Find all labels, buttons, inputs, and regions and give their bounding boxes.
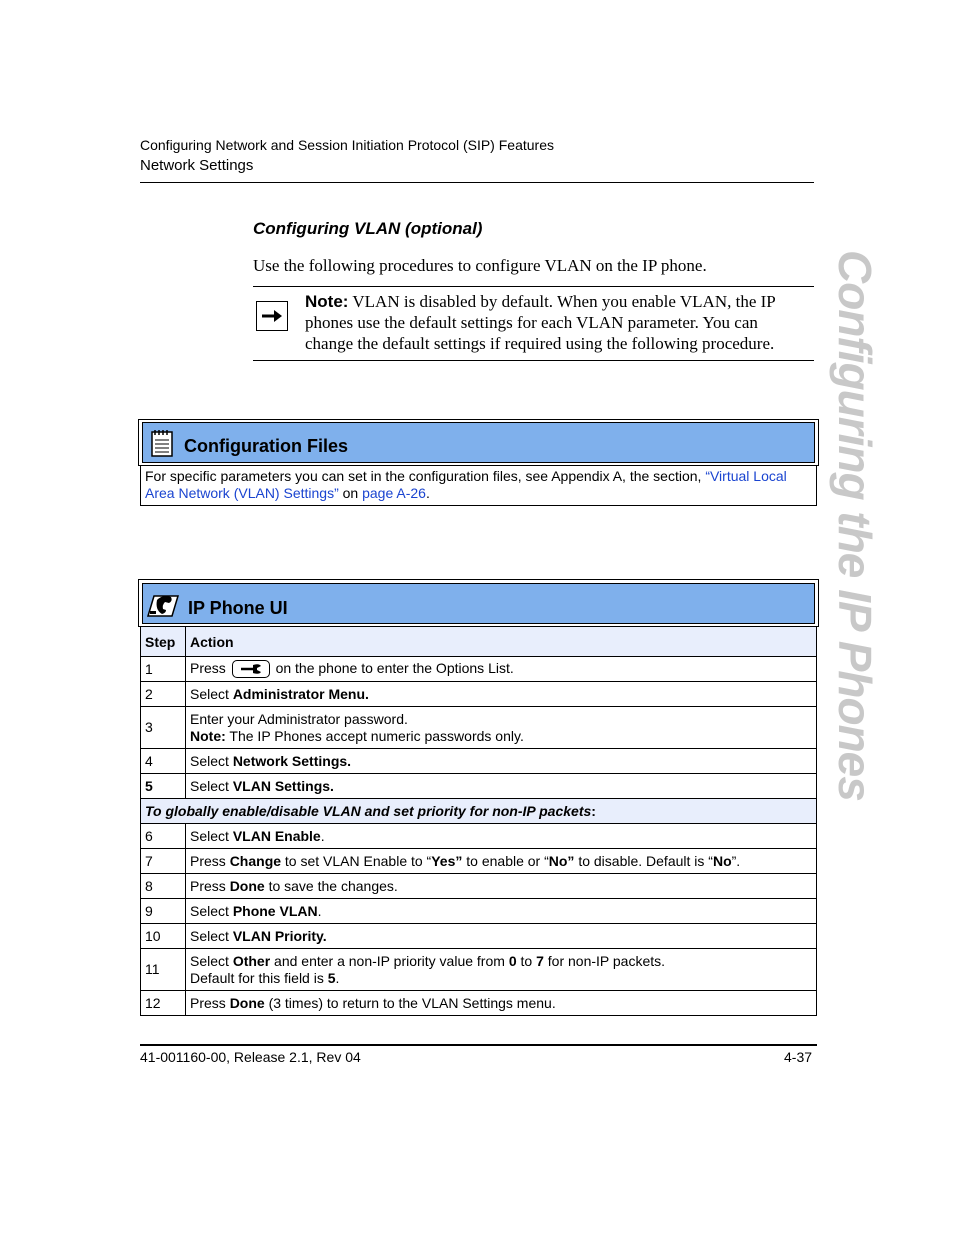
step-number: 4 [141,749,186,774]
step-number: 5 [141,774,186,799]
footer-doc-id: 41-001160-00, Release 2.1, Rev 04 [140,1049,361,1065]
intro-paragraph: Use the following procedures to configure VLAN on the IP phone. [253,256,707,275]
subheading: To globally enable/disable VLAN and set priority for non-IP packets: [141,799,817,824]
config-files-text-end: . [425,485,430,501]
table-row [141,824,817,849]
step-number: 11 [141,949,186,991]
ip-phone-ui-header [142,583,815,624]
table-header-row [141,627,817,657]
step-number: 6 [141,824,186,849]
config-files-header [142,422,815,463]
side-tab-label: Configuring the IP Phones [829,250,881,801]
col-action-header: Action [186,627,817,657]
steps-table [140,626,817,1016]
running-header-section: Network Settings [140,157,254,174]
step-action: Press on the phone to enter the Options List. [186,657,817,682]
config-files-text: For specific parameters you can set in the configuration files, see Appendix A, the section, [145,468,706,484]
step-action: Press Done to save the changes. [186,874,817,899]
step-number: 8 [141,874,186,899]
table-row [141,874,817,899]
step-action: Select Phone VLAN. [186,899,817,924]
table-row [141,924,817,949]
options-key-icon [232,660,270,678]
step-action: Press Change to set VLAN Enable to “Yes” to enable or “No” to disable. Default is “No”. [186,849,817,874]
step-action: Select VLAN Priority. [186,924,817,949]
step-number: 2 [141,682,186,707]
table-row [141,657,817,682]
step-action: Select VLAN Settings. [186,774,817,799]
note-rule-top [253,286,814,287]
step-number: 3 [141,707,186,749]
table-row [141,849,817,874]
header-rule [140,182,814,183]
step-action: Select Administrator Menu. [186,682,817,707]
table-row [141,707,817,749]
section-title: Configuring VLAN (optional) [253,219,483,238]
arrow-right-icon [256,301,288,331]
vlan-settings-link[interactable]: “Virtual Local Area Network (VLAN) Settings” [145,468,787,501]
table-row [141,682,817,707]
config-files-text-mid: on [338,485,363,501]
step-action: Select Other and enter a non-IP priority value from 0 to 7 for non-IP packets. Default for this field is 5. [186,949,817,991]
step-action: Press Done (3 times) to return to the VLAN Settings menu. [186,991,817,1016]
table-subheading-row [141,799,817,824]
page-ref-link[interactable]: page A-26 [362,485,426,501]
table-row [141,991,817,1016]
note-label: Note: [305,292,349,311]
step-action: Select VLAN Enable. [186,824,817,849]
step-number: 9 [141,899,186,924]
footer-page-number: 4-37 [784,1049,813,1065]
config-files-title: Configuration Files [184,436,348,456]
step-action: Enter your Administrator password. Note: The IP Phones accept numeric passwords only. [186,707,817,749]
step-number: 12 [141,991,186,1016]
step-action: Select Network Settings. [186,749,817,774]
table-row [141,774,817,799]
config-files-body [140,465,817,506]
table-row [141,749,817,774]
phone-icon [145,592,181,623]
note-body: VLAN is disabled by default. When you enable VLAN, the IP phones use the default settings for each VLAN parameter. You can change the default settings if required using the following procedure. [305,292,776,353]
note-rule-bottom [253,360,814,361]
running-header-chapter: Configuring Network and Session Initiation Protocol (SIP) Features [140,137,554,153]
side-tab [829,250,881,801]
ip-phone-ui-title: IP Phone UI [188,598,288,618]
table-row [141,899,817,924]
footer-rule [140,1044,817,1046]
col-step-header: Step [141,627,186,657]
step-number: 1 [141,657,186,682]
step-number: 10 [141,924,186,949]
table-row [141,949,817,991]
notepad-icon [151,429,173,462]
step-number: 7 [141,849,186,874]
note-text [305,291,805,354]
